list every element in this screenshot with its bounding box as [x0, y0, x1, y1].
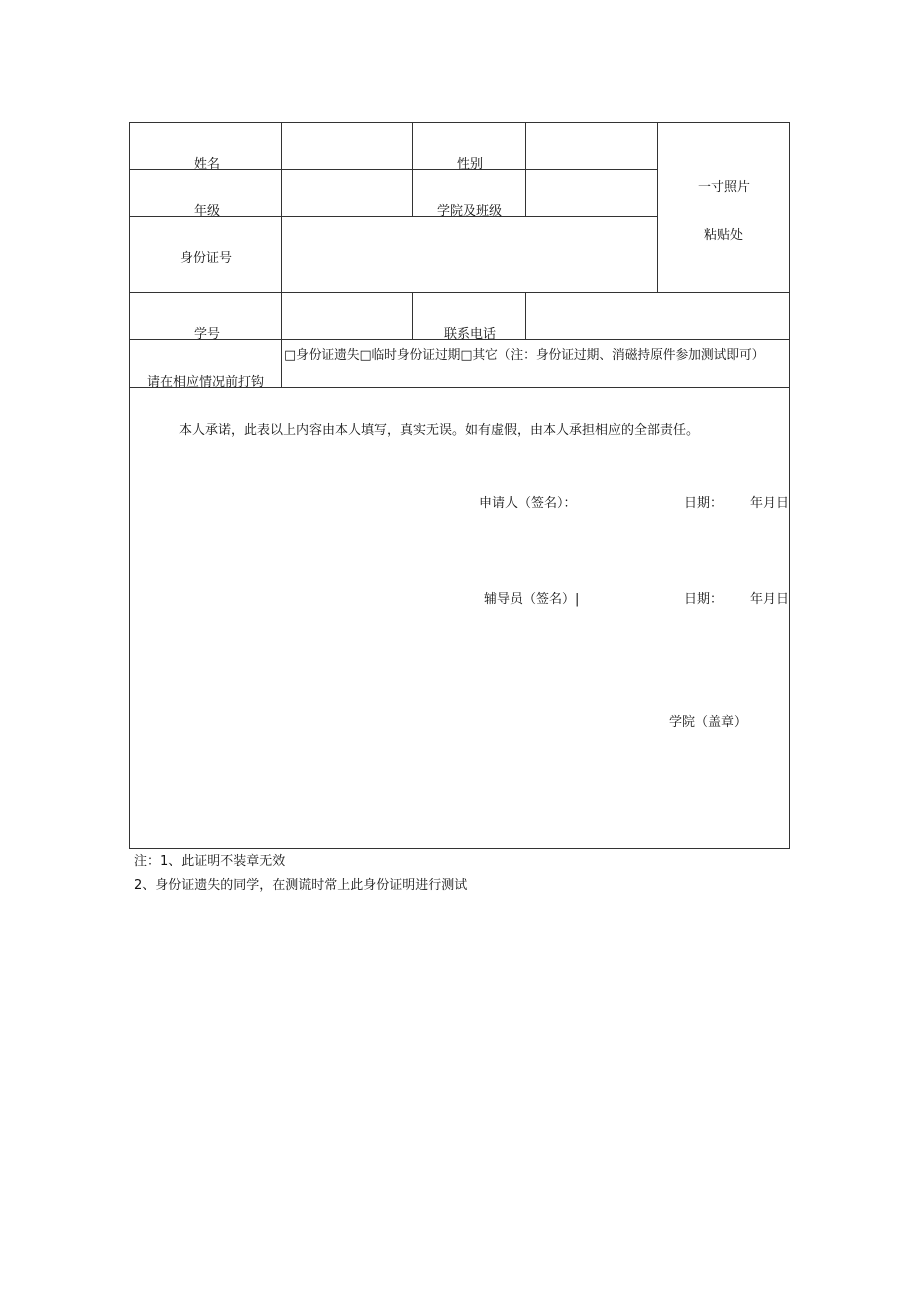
grade-label-cell [129, 169, 282, 217]
phone-value-cell[interactable] [525, 292, 790, 340]
grade-value-cell[interactable] [281, 169, 413, 217]
gender-label: 性别 [457, 157, 484, 172]
applicant-signature-label: 申请人（签名）： [479, 496, 577, 511]
id-number-value-cell[interactable] [281, 216, 658, 293]
student-no-value-cell[interactable] [281, 292, 413, 340]
counselor-date-label: 日期： [684, 592, 724, 607]
phone-label: 联系电话 [444, 327, 497, 342]
gender-label-cell [412, 122, 526, 170]
id-number-label-cell [129, 216, 282, 293]
situation-label: 请在相应情况前打钩 [147, 375, 265, 390]
situation-label-cell [129, 339, 282, 388]
declaration-text: 本人承诺，此表以上内容由本人填写，真实无误。如有虚假，由本人承担相应的全部责任。 [179, 423, 700, 438]
name-value-cell[interactable] [281, 122, 413, 170]
counselor-date-ymd: 年月日 [750, 592, 790, 607]
note-1: 注：1、此证明不装章无效 [134, 854, 286, 869]
student-no-label: 学号 [194, 327, 221, 342]
counselor-signature-label: 辅导员（签名）| [484, 592, 580, 607]
college-class-label-cell [412, 169, 526, 217]
photo-label-line1: 一寸照片 [698, 180, 751, 195]
name-label: 姓名 [194, 157, 221, 172]
phone-label-cell [412, 292, 526, 340]
college-class-value-cell[interactable] [525, 169, 658, 217]
photo-label-line2: 粘贴处 [704, 228, 744, 243]
college-seal-label: 学院（盖章） [669, 715, 748, 730]
id-number-label: 身份证号 [180, 251, 233, 266]
photo-cell [657, 122, 790, 293]
college-class-label: 学院及班级 [437, 204, 503, 219]
grade-label: 年级 [194, 204, 221, 219]
applicant-date-label: 日期： [684, 496, 724, 511]
note-2: 2、身份证遗失的同学，在测谎时常上此身份证明进行测试 [134, 878, 468, 893]
situation-options-cell[interactable] [281, 339, 790, 388]
declaration-area [129, 387, 790, 849]
applicant-date-ymd: 年月日 [750, 496, 790, 511]
gender-value-cell[interactable] [525, 122, 658, 170]
name-label-cell [129, 122, 282, 170]
student-no-label-cell [129, 292, 282, 340]
situation-options[interactable]: □身份证遗失□临时身份证过期□其它（注：身份证过期、消磁持原件参加测试即可） [284, 348, 765, 363]
